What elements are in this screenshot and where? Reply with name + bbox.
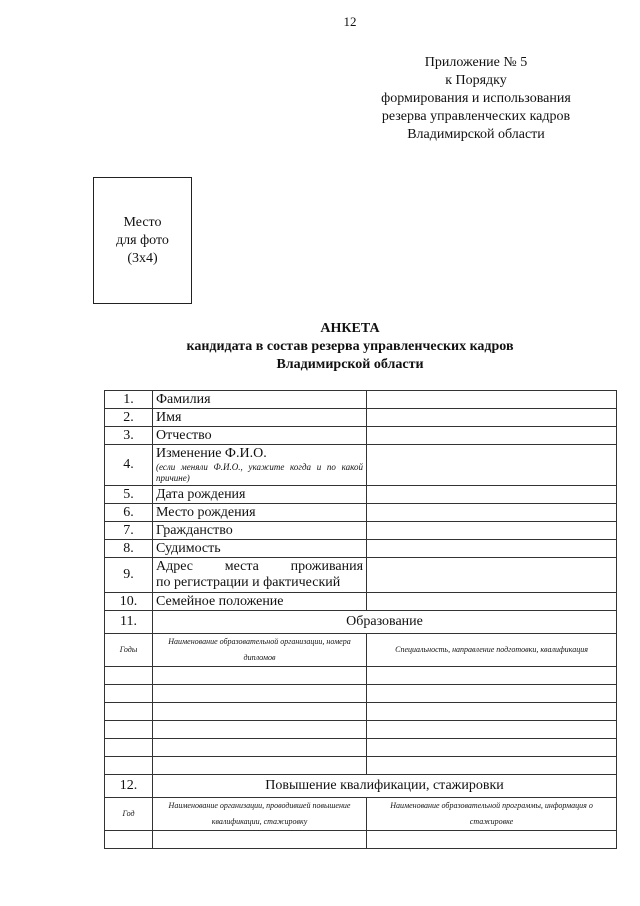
answer-cell[interactable] xyxy=(153,739,367,757)
form-subtitle: кандидата в состав резерва управленческих кадров xyxy=(186,339,514,354)
table-row xyxy=(105,427,617,445)
section-title: Повышение квалификации, стажировки xyxy=(153,775,617,798)
table-row xyxy=(105,445,617,486)
field-label: Гражданство xyxy=(153,522,367,540)
photo-label: для фото xyxy=(116,232,169,248)
field-label: Отчество xyxy=(153,427,367,445)
answer-cell[interactable] xyxy=(367,522,617,540)
column-header-specialty: Специальность, направление подготовки, квалификация xyxy=(367,634,617,667)
field-hint: (если меняли Ф.И.О., укажите когда и по какой причине) xyxy=(156,462,364,483)
field-label: Семейное положение xyxy=(153,593,367,611)
table-row xyxy=(105,391,617,409)
answer-cell[interactable] xyxy=(105,703,153,721)
column-header-program: Наименование образовательной программы, информация о стажировке xyxy=(367,798,617,831)
answer-cell[interactable] xyxy=(367,667,617,685)
table-row xyxy=(105,522,617,540)
row-number: 9. xyxy=(105,558,153,593)
section-header-row xyxy=(105,775,617,798)
column-header-year: Год xyxy=(105,798,153,831)
appendix-header xyxy=(356,54,596,144)
field-label xyxy=(153,445,367,486)
answer-cell[interactable] xyxy=(367,391,617,409)
questionnaire-table xyxy=(104,390,617,849)
table-row xyxy=(105,540,617,558)
row-number: 4. xyxy=(105,445,153,486)
table-row xyxy=(105,593,617,611)
table-row xyxy=(105,558,617,593)
appendix-line: формирования и использования xyxy=(381,91,571,106)
table-row xyxy=(105,739,617,757)
answer-cell[interactable] xyxy=(367,703,617,721)
field-label xyxy=(153,558,367,593)
answer-cell[interactable] xyxy=(367,593,617,611)
photo-label: Место xyxy=(123,214,162,230)
column-header-row xyxy=(105,798,617,831)
appendix-line: резерва управленческих кадров xyxy=(381,109,571,124)
field-label: Фамилия xyxy=(153,391,367,409)
answer-cell[interactable] xyxy=(153,685,367,703)
answer-cell[interactable] xyxy=(105,685,153,703)
appendix-line: к Порядку xyxy=(445,73,507,88)
row-number: 2. xyxy=(105,409,153,427)
table-row xyxy=(105,703,617,721)
row-number: 5. xyxy=(105,486,153,504)
answer-cell[interactable] xyxy=(153,721,367,739)
answer-cell[interactable] xyxy=(367,427,617,445)
column-header-organization: Наименование образовательной организации, номера дипломов xyxy=(153,634,367,667)
table-row xyxy=(105,667,617,685)
photo-placeholder[interactable] xyxy=(93,177,192,304)
field-label: Дата рождения xyxy=(153,486,367,504)
answer-cell[interactable] xyxy=(153,757,367,775)
appendix-line: Приложение № 5 xyxy=(424,55,528,70)
field-label-text: Изменение Ф.И.О. xyxy=(156,446,267,461)
answer-cell[interactable] xyxy=(367,721,617,739)
answer-cell[interactable] xyxy=(105,831,153,849)
answer-cell[interactable] xyxy=(367,504,617,522)
field-label-line: Адрес места проживания xyxy=(156,559,364,574)
table-row xyxy=(105,757,617,775)
page-number: 12 xyxy=(343,14,357,29)
row-number: 3. xyxy=(105,427,153,445)
answer-cell[interactable] xyxy=(367,739,617,757)
answer-cell[interactable] xyxy=(105,739,153,757)
photo-label: (3х4) xyxy=(127,250,158,266)
answer-cell[interactable] xyxy=(367,831,617,849)
table-row xyxy=(105,486,617,504)
row-number: 1. xyxy=(105,391,153,409)
answer-cell[interactable] xyxy=(367,486,617,504)
field-label: Место рождения xyxy=(153,504,367,522)
table-row xyxy=(105,831,617,849)
form-title-main: АНКЕТА xyxy=(320,321,380,336)
form-subtitle: Владимирской области xyxy=(276,357,424,372)
section-title: Образование xyxy=(153,611,617,634)
answer-cell[interactable] xyxy=(367,685,617,703)
table-row xyxy=(105,721,617,739)
field-label-line: по регистрации и фактический xyxy=(156,575,341,590)
answer-cell[interactable] xyxy=(367,540,617,558)
answer-cell[interactable] xyxy=(105,721,153,739)
column-header-organization: Наименование организации, проводившей повышение квалификации, стажировку xyxy=(153,798,367,831)
answer-cell[interactable] xyxy=(367,558,617,593)
answer-cell[interactable] xyxy=(153,703,367,721)
row-number: 11. xyxy=(105,611,153,634)
table-row xyxy=(105,409,617,427)
row-number: 7. xyxy=(105,522,153,540)
row-number: 6. xyxy=(105,504,153,522)
answer-cell[interactable] xyxy=(153,831,367,849)
row-number: 8. xyxy=(105,540,153,558)
row-number: 10. xyxy=(105,593,153,611)
column-header-row xyxy=(105,634,617,667)
answer-cell[interactable] xyxy=(367,409,617,427)
table-row xyxy=(105,685,617,703)
field-label: Судимость xyxy=(153,540,367,558)
answer-cell[interactable] xyxy=(105,667,153,685)
answer-cell[interactable] xyxy=(153,667,367,685)
form-title xyxy=(0,320,640,374)
answer-cell[interactable] xyxy=(367,445,617,486)
column-header-years: Годы xyxy=(105,634,153,667)
section-header-row xyxy=(105,611,617,634)
table-row xyxy=(105,504,617,522)
answer-cell[interactable] xyxy=(105,757,153,775)
field-label: Имя xyxy=(153,409,367,427)
appendix-line: Владимирской области xyxy=(407,127,545,142)
answer-cell[interactable] xyxy=(367,757,617,775)
row-number: 12. xyxy=(105,775,153,798)
